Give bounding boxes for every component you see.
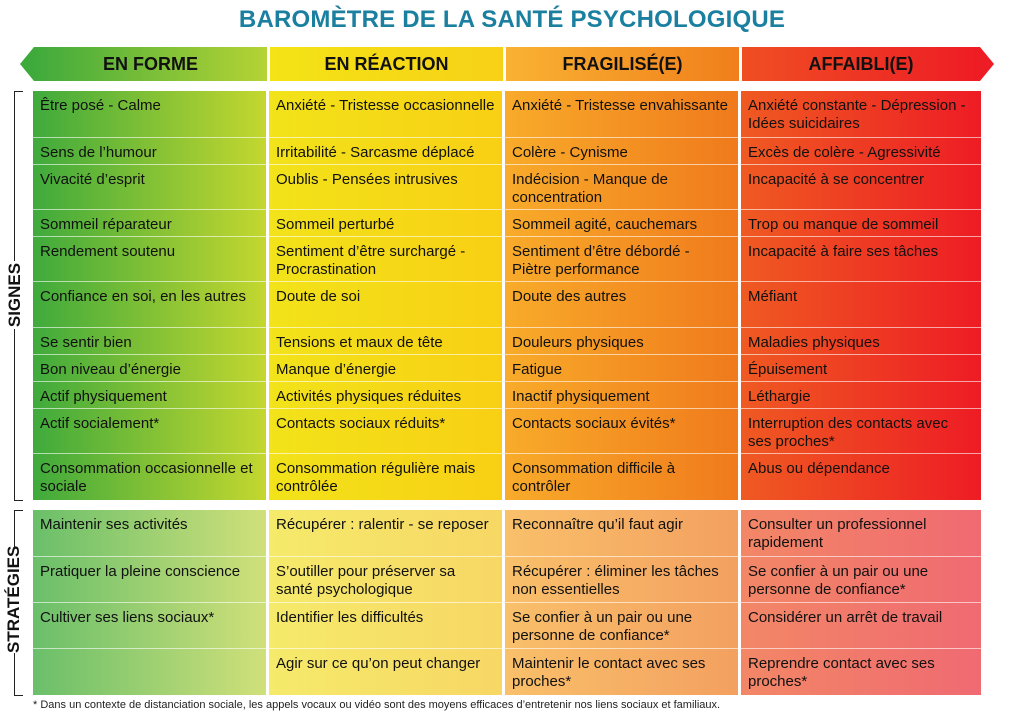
strategies-cell: Consulter un professionnel rapidement (748, 516, 927, 551)
strategies-label: STRATÉGIES (4, 545, 23, 653)
signes-cell: Actif socialement* (33, 408, 266, 453)
strategies-cell: Récupérer : éliminer les tâches non essentielles (505, 556, 738, 602)
signes-cell: Actif physiquement (33, 381, 266, 408)
strategies-cell: Pratiquer la pleine conscience (33, 556, 266, 602)
signes-cell: Sens de l’humour (33, 137, 266, 164)
column-header-fragilise: FRAGILISÉ(E) (506, 47, 739, 81)
strategies-col-en-forme (33, 510, 266, 695)
signes-cell: Contacts sociaux réduits* (269, 408, 502, 453)
signes-col-fragilise (505, 91, 738, 500)
signes-cell: Consommation régulière mais contrôlée (269, 453, 502, 500)
signes-cell: Interruption des contacts avec ses proches* (741, 408, 981, 453)
signes-cell: Sentiment d’être surchargé - Procrastination (269, 236, 502, 281)
signes-cell: Rendement soutenu (33, 236, 266, 281)
signes-cell: Confiance en soi, en les autres (33, 281, 266, 327)
signes-cell: Sommeil perturbé (269, 209, 502, 236)
signes-cell: Excès de colère - Agressivité (741, 137, 981, 164)
column-header-affaibli: AFFAIBLI(E) (742, 47, 980, 81)
signes-cell: Anxiété - Tristesse occasionnelle (276, 97, 495, 114)
signes-cell: Maladies physiques (741, 327, 981, 354)
strategies-col-en-reaction (269, 510, 502, 695)
signes-cell: Sentiment d’être débordé - Piètre performance (505, 236, 738, 281)
signes-cell: Manque d’énergie (269, 354, 502, 381)
signes-cell: Tensions et maux de tête (269, 327, 502, 354)
strategies-grid (33, 510, 981, 695)
signes-cell: Doute de soi (269, 281, 502, 327)
strategies-cell: S’outiller pour préserver sa santé psychologique (269, 556, 502, 602)
footnote: * Dans un contexte de distanciation sociale, les appels vocaux ou vidéo sont des moyens efficaces d’entretenir nos liens sociaux et familiaux. (33, 699, 721, 711)
signes-cell: Inactif physiquement (505, 381, 738, 408)
signes-cell: Irritabilité - Sarcasme déplacé (269, 137, 502, 164)
signes-cell: Léthargie (741, 381, 981, 408)
signes-cell: Se sentir bien (33, 327, 266, 354)
strategies-cell: Se confier à un pair ou une personne de confiance* (505, 602, 738, 648)
signes-cell: Consommation occasionnelle et sociale (33, 453, 266, 500)
signes-cell: Indécision - Manque de concentration (505, 164, 738, 209)
signes-cell: Être posé - Calme (40, 97, 161, 114)
strategies-cell: Agir sur ce qu’on peut changer (269, 648, 502, 695)
signes-cell: Anxiété - Tristesse envahissante (512, 97, 728, 114)
signes-label: SIGNES (5, 262, 24, 328)
column-header-en-forme: EN FORME (34, 47, 267, 81)
signes-cell: Méfiant (741, 281, 981, 327)
signes-col-affaibli (741, 91, 981, 500)
signes-cell: Fatigue (505, 354, 738, 381)
strategies-cell: Considérer un arrêt de travail (741, 602, 981, 648)
signes-cell: Incapacité à faire ses tâches (741, 236, 981, 281)
signes-cell: Sommeil réparateur (33, 209, 266, 236)
signes-cell: Sommeil agité, cauchemars (505, 209, 738, 236)
column-header-en-reaction: EN RÉACTION (270, 47, 503, 81)
signes-col-en-reaction (269, 91, 502, 500)
signes-cell: Incapacité à se concentrer (741, 164, 981, 209)
signes-cell: Activités physiques réduites (269, 381, 502, 408)
strategies-cell: Identifier les difficultés (269, 602, 502, 648)
signes-cell: Bon niveau d’énergie (33, 354, 266, 381)
column-header-bar (20, 47, 994, 81)
signes-cell: Abus ou dépendance (741, 453, 981, 500)
strategies-cell: Reprendre contact avec ses proches* (741, 648, 981, 695)
signes-cell: Consommation difficile à contrôler (505, 453, 738, 500)
strategies-cell: Maintenir ses activités (40, 516, 188, 533)
signes-grid (33, 91, 981, 500)
signes-cell: Oublis - Pensées intrusives (269, 164, 502, 209)
strategies-cell (33, 648, 266, 695)
strategies-cell: Se confier à un pair ou une personne de confiance* (741, 556, 981, 602)
page-title: BAROMÈTRE DE LA SANTÉ PSYCHOLOGIQUE (238, 6, 786, 33)
signes-cell: Trop ou manque de sommeil (741, 209, 981, 236)
signes-cell: Contacts sociaux évités* (505, 408, 738, 453)
signes-col-en-forme (33, 91, 266, 500)
right-arrow-icon (980, 47, 994, 81)
strategies-col-affaibli (741, 510, 981, 695)
signes-cell: Douleurs physiques (505, 327, 738, 354)
strategies-cell: Cultiver ses liens sociaux* (33, 602, 266, 648)
signes-cell: Vivacité d’esprit (33, 164, 266, 209)
signes-cell: Anxiété constante - Dépression - Idées suicidaires (748, 97, 966, 132)
strategies-col-fragilise (505, 510, 738, 695)
strategies-cell: Reconnaître qu’il faut agir (512, 516, 683, 533)
signes-cell: Colère - Cynisme (505, 137, 738, 164)
strategies-cell: Maintenir le contact avec ses proches* (505, 648, 738, 695)
signes-cell: Doute des autres (505, 281, 738, 327)
left-arrow-icon (20, 47, 34, 81)
signes-cell: Épuisement (741, 354, 981, 381)
strategies-cell: Récupérer : ralentir - se reposer (276, 516, 489, 533)
